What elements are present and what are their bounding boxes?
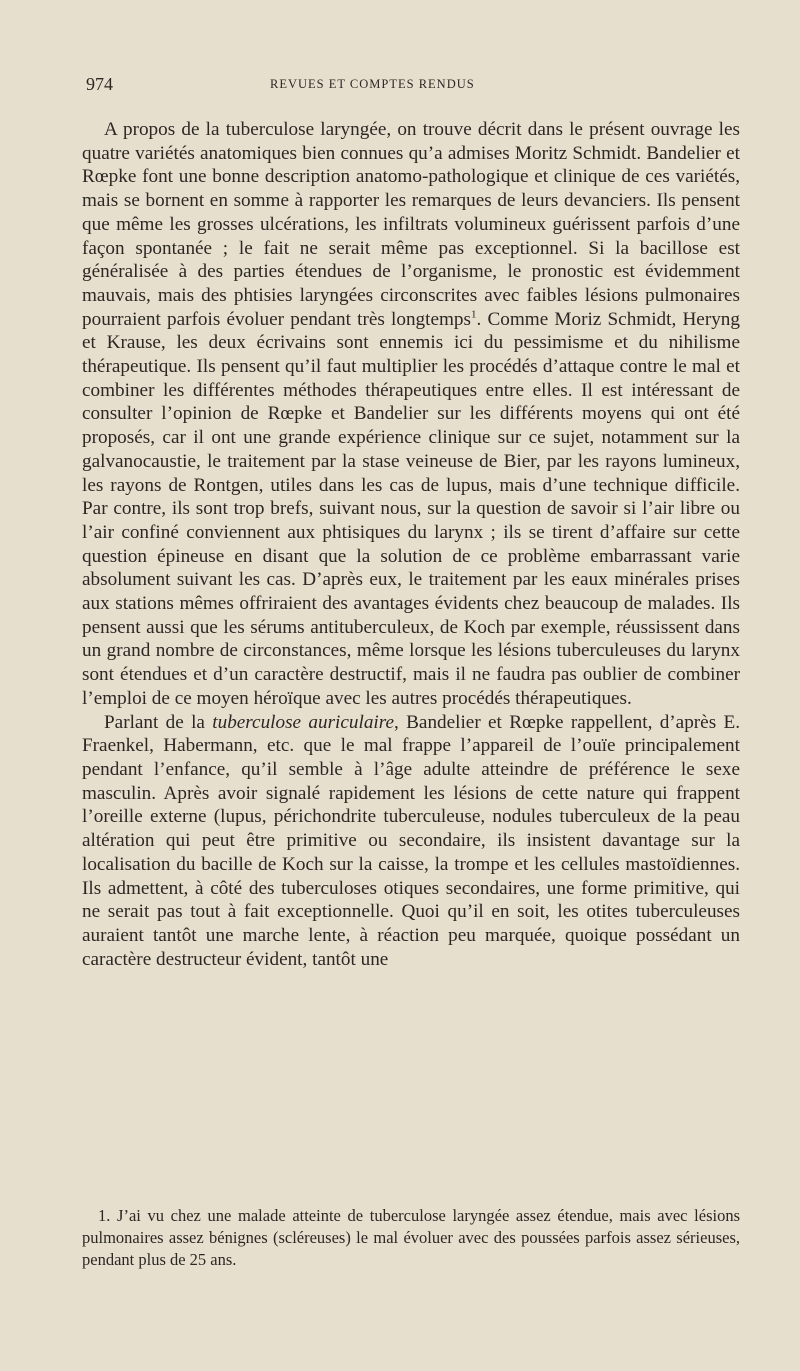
- paragraph-1-text: A propos de la tuberculose laryngée, on trouve décrit dans le présent ouvrage les quatre variétés anatomiques bien connues qu’a admises Moritz Schmidt. Bandelier et Rœpke font une bonne description anatomo-pathologique et clinique de ces variétés, mais se bornent en somme à rapporter les remarques de leurs devanciers. Ils pensent que même les grosses ulcérations, les infiltrats volumineux guérissent parfois d’une façon spontanée ; le fait ne serait même pas exceptionnel. Si la bacillose est généralisée à des parties étendues de l’organisme, le pronostic est évidemment mauvais, mais des phtisies laryngées circonscrites avec faibles lésions pulmonaires pourraient parfois évoluer pendant très longtemps: [82, 119, 740, 330]
- footnote-reference: 1: [471, 308, 477, 321]
- page-number: 974: [86, 74, 113, 94]
- paragraph-2-text: , Bandelier et Rœpke rappellent, d’après E. Fraenkel, Habermann, etc. que le mal frappe l’appareil de l’ouïe principalement pendant l’enfance, qu’il semble à l’âge adulte atteindre de préférence le sexe masculin. Après avoir signalé rapidement les lésions de cette nature qui frappent l’oreille externe (lupus, périchondrite tuberculeuse, nodules tuberculeux de la peau altération qui peut être primitive ou secondaire, ils insistent davantage sur la localisation du bacille de Koch sur la caisse, la trompe et les cellules mastoïdiennes. Ils admettent, à côté des tuberculoses otiques secondaires, une forme primitive, qui ne serait pas tout à fait exceptionnelle. Quoi qu’il en soit, les otites tuberculeuses auraient tantôt une marche lente, à réaction peu marquée, quoique possédant un caractère destructeur évident, tantôt une: [82, 711, 740, 970]
- paragraph-1: [82, 118, 740, 711]
- paragraph-1-text-continued: . Comme Moriz Schmidt, Heryng et Krause, les deux écrivains sont ennemis ici du pessimisme et du nihilisme thérapeutique. Ils pensent qu’il faut multiplier les procédés d’attaque contre le mal et combiner les différentes méthodes thérapeutiques entre elles. Il est intéressant de consulter l’opinion de Rœpke et Bandelier sur les différents moyens qui ont été proposés, car il ont une grande expérience clinique sur ce sujet, notamment sur la galvanocaustie, le traitement par la stase veineuse de Bier, par les rayons lumineux, les rayons de Rontgen, utiles dans les cas de lupus, mais d’une technique difficile. Par contre, ils sont trop brefs, suivant nous, sur la question de savoir si l’air libre ou l’air confiné conviennent aux phtisiques du larynx ; ils se tirent d’affaire sur cette question épineuse en disant que la solution de ce problème embarrassant varie absolument suivant les cas. D’après eux, le traitement par les eaux minérales prises aux stations mêmes offriraient des avantages évidents chez beaucoup de malades. Ils pensent aussi que les sérums antituberculeux, de Koch par exemple, réussissent dans un grand nombre de circonstances, même lorsque les lésions tuberculeuses du larynx sont étendues et d’un caractère destructif, mais il ne faudra pas oublier de combiner l’emploi de ce moyen héroïque avec les autres procédés thérapeutiques.: [82, 308, 740, 709]
- footnote-text: J’ai vu chez une malade atteinte de tuberculose laryngée assez étendue, mais avec lésions pulmonaires assez bénignes (scléreuses) le mal évoluer avec des poussées parfois assez sérieuses, pendant plus de 25 ans.: [82, 1206, 740, 1269]
- footnote-number: 1.: [98, 1206, 111, 1225]
- paragraph-2: [82, 711, 740, 972]
- main-text: [82, 118, 740, 971]
- paragraph-2-emphasis: tuberculose auriculaire: [212, 711, 395, 733]
- footnote-paragraph: [82, 1205, 740, 1271]
- running-title: REVUES ET COMPTES RENDUS: [270, 77, 475, 91]
- paragraph-2-intro: Parlant de la: [104, 711, 213, 733]
- footnote: [82, 1205, 740, 1271]
